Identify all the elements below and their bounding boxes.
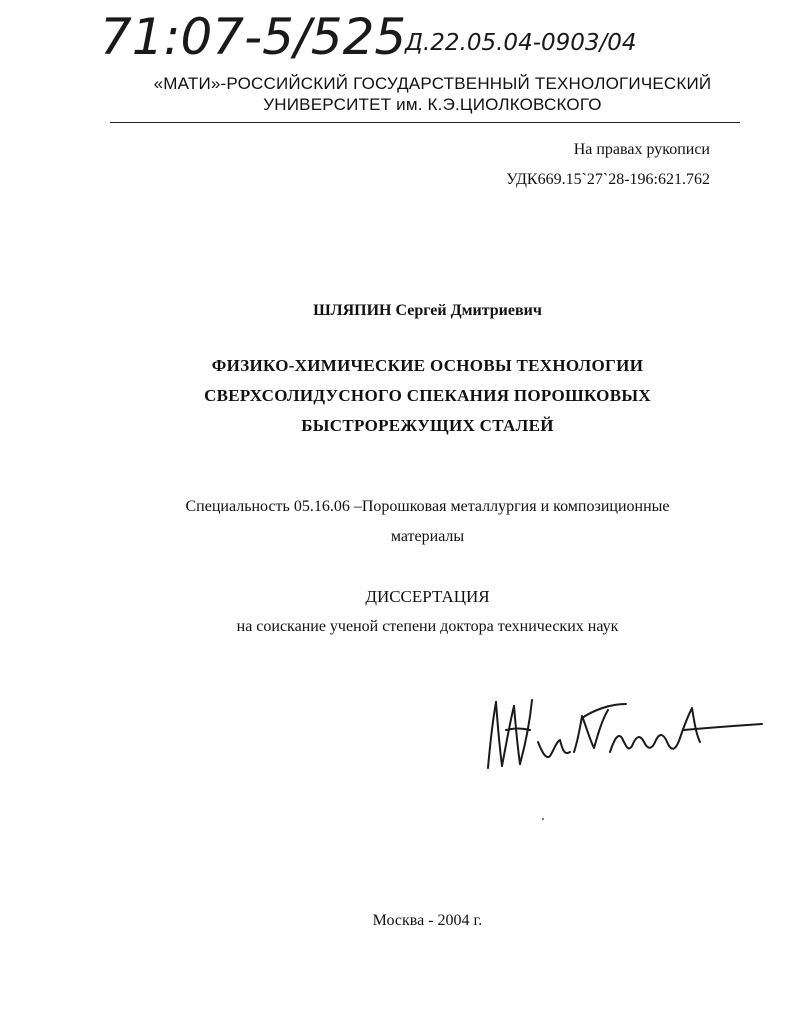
manuscript-note: На правах рукописи <box>573 141 710 158</box>
archive-code <box>100 6 700 66</box>
archive-code-suffix: Д.22.05.04-0903/04 <box>405 30 637 56</box>
university-name-line2: УНИВЕРСИТЕТ им. К.Э.ЦИОЛКОВСКОГО <box>263 95 602 114</box>
specialty-line2: материалы <box>390 528 465 545</box>
speck <box>542 818 544 820</box>
specialty-line1: Специальность 05.16.06 –Порошковая металлургия и композиционные <box>185 498 670 515</box>
title-line1: ФИЗИКО-ХИМИЧЕСКИЕ ОСНОВЫ ТЕХНОЛОГИИ <box>211 356 644 375</box>
author-signature <box>470 690 770 790</box>
title-line2: СВЕРХСОЛИДУСНОГО СПЕКАНИЯ ПОРОШКОВЫХ <box>204 386 651 405</box>
header-divider <box>110 122 740 123</box>
author-name: ШЛЯПИН Сергей Дмитриевич <box>313 302 542 319</box>
work-type: ДИССЕРТАЦИЯ <box>365 587 490 606</box>
archive-code-main: 71:07-5/525 <box>100 8 407 66</box>
city-year: Москва - 2004 г. <box>372 912 483 929</box>
degree-line: на соискание ученой степени доктора технических наук <box>236 618 619 635</box>
udc-code: УДК669.15`27`28-196:621.762 <box>506 171 710 188</box>
university-name-line1: «МАТИ»-РОССИЙСКИЙ ГОСУДАРСТВЕННЫЙ ТЕХНОЛОГИЧЕСКИЙ <box>153 74 712 93</box>
title-line3: БЫСТРОРЕЖУЩИХ СТАЛЕЙ <box>301 416 554 435</box>
